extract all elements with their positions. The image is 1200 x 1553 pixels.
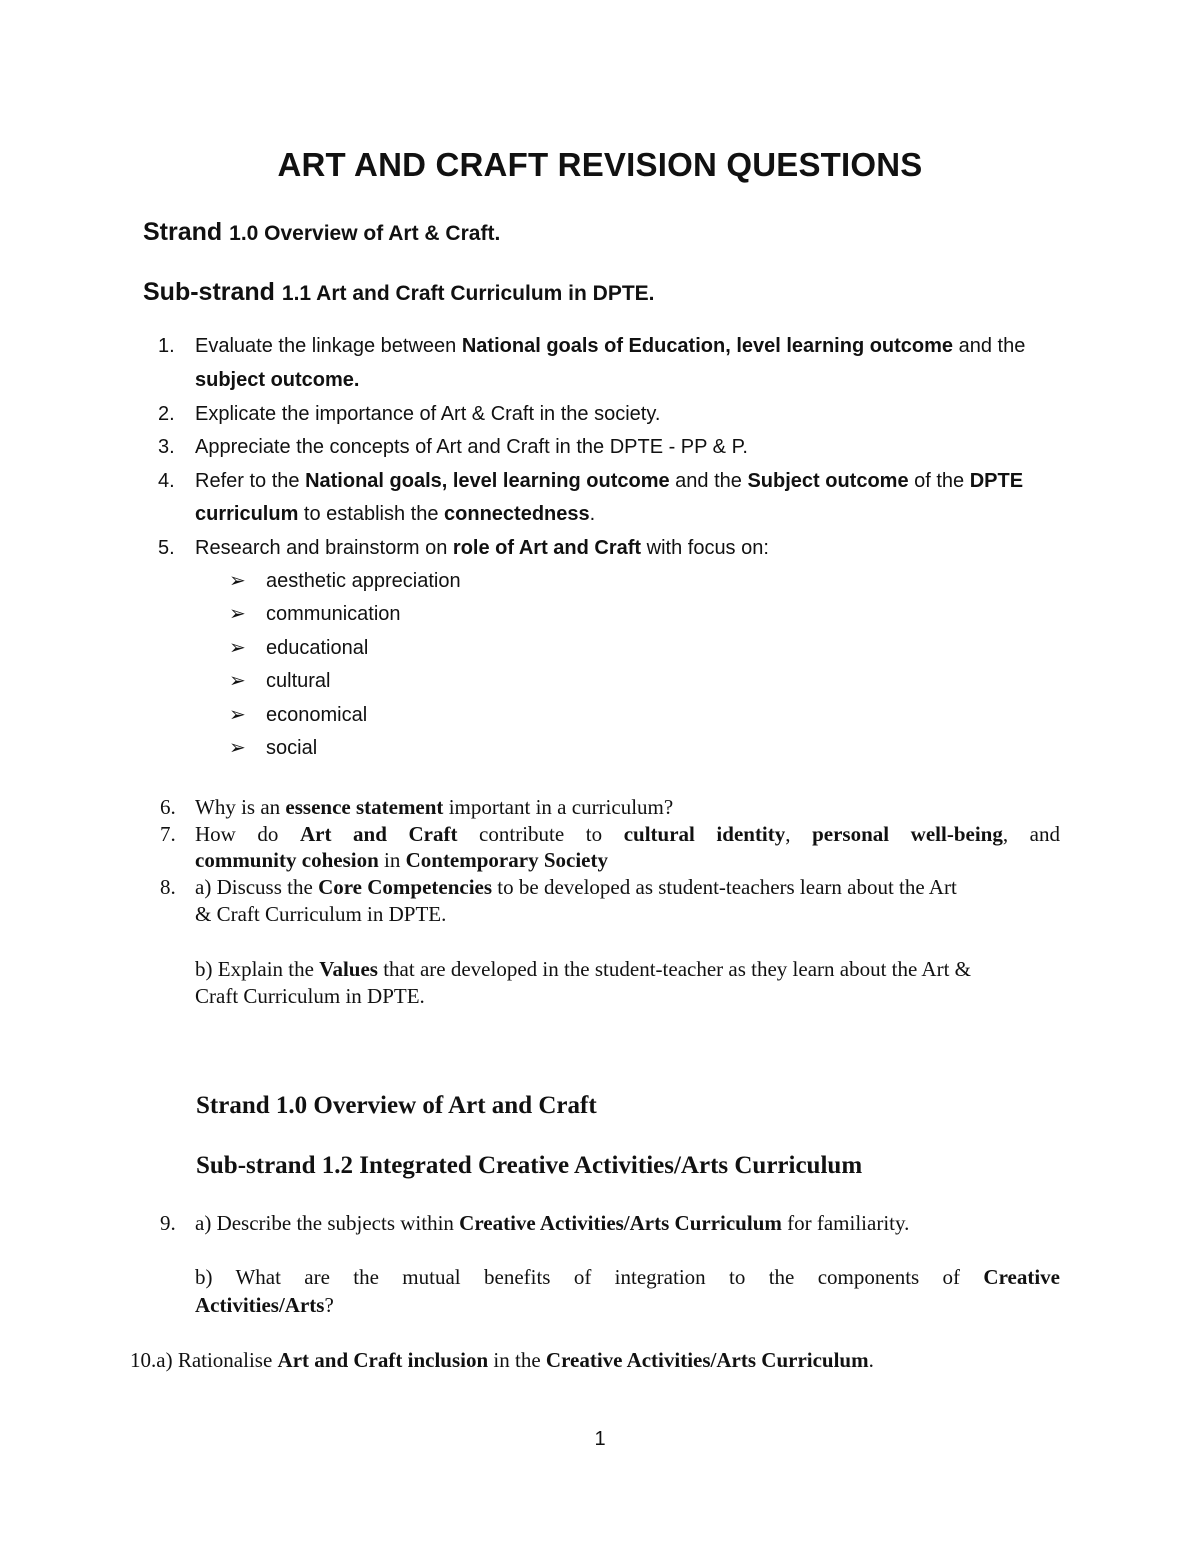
strand-text: 1.0 Overview of Art & Craft.: [229, 222, 501, 245]
question-9b-line-1: b) What are the mutual benefits of integration to the components of Creative: [195, 1265, 1060, 1289]
arrow-bullet-icon: ➢: [229, 570, 246, 592]
substrand-text: 1.1 Art and Craft Curriculum in DPTE.: [281, 282, 655, 305]
arrow-bullet-icon: ➢: [229, 603, 246, 625]
question-8b-line-2: Craft Curriculum in DPTE.: [195, 984, 425, 1008]
question-8b-line-1: b) Explain the Values that are developed in the student-teacher as they learn about the Art &: [195, 957, 971, 981]
question-2-text: Explicate the importance of Art & Craft in the society.: [195, 403, 661, 425]
question-number: 2.: [158, 403, 175, 425]
question-4-line-1: Refer to the National goals, level learning outcome and the Subject outcome of the DPTE: [195, 470, 1024, 492]
question-number: 9.: [160, 1211, 176, 1235]
strand-heading-1: [143, 218, 500, 247]
list-item: social: [266, 737, 318, 759]
question-8a-line-1: a) Discuss the Core Competencies to be developed as student-teachers learn about the Art: [195, 875, 957, 899]
question-4-line-2: curriculum to establish the connectedness.: [195, 503, 596, 525]
question-7-line-1: How do Art and Craft contribute to cultural identity, personal well-being, and: [195, 822, 1060, 846]
question-number: 8.: [160, 875, 176, 899]
list-item: educational: [266, 637, 369, 659]
strand-heading-2: Strand 1.0 Overview of Art and Craft: [196, 1092, 597, 1119]
question-1-line-2: subject outcome.: [195, 369, 360, 391]
arrow-bullet-icon: ➢: [229, 704, 246, 726]
question-6-text: Why is an essence statement important in a curriculum?: [195, 795, 674, 819]
question-5-text: Research and brainstorm on role of Art and Craft with focus on:: [195, 537, 769, 559]
list-item: cultural: [266, 670, 331, 692]
question-8a-line-2: & Craft Curriculum in DPTE.: [195, 902, 447, 926]
list-item: aesthetic appreciation: [266, 570, 461, 592]
question-1-line-1: Evaluate the linkage between National goals of Education, level learning outcome and the: [195, 335, 1026, 357]
question-number: 7.: [160, 822, 176, 846]
question-7-line-2: community cohesion in Contemporary Society: [195, 848, 608, 872]
question-number: 1.: [158, 335, 175, 357]
substrand-label: Sub-strand: [143, 278, 275, 306]
substrand-heading-2: Sub-strand 1.2 Integrated Creative Activities/Arts Curriculum: [196, 1152, 863, 1179]
question-9b-line-2: Activities/Arts?: [195, 1293, 334, 1317]
question-number: 4.: [158, 470, 175, 492]
question-3-text: Appreciate the concepts of Art and Craft in the DPTE - PP & P.: [195, 436, 748, 458]
question-number: 3.: [158, 436, 175, 458]
arrow-bullet-icon: ➢: [229, 737, 246, 759]
list-item: communication: [266, 603, 401, 625]
arrow-bullet-icon: ➢: [229, 637, 246, 659]
question-9a-text: a) Describe the subjects within Creative Activities/Arts Curriculum for familiarity.: [195, 1211, 910, 1235]
strand-label: Strand: [143, 218, 223, 246]
question-10a-text: 10.a) Rationalise Art and Craft inclusion in the Creative Activities/Arts Curriculum.: [130, 1348, 874, 1372]
question-number: 5.: [158, 537, 175, 559]
question-number: 6.: [160, 795, 176, 819]
substrand-heading-1: [143, 278, 655, 307]
arrow-bullet-icon: ➢: [229, 670, 246, 692]
page-number: 1: [594, 1428, 606, 1450]
page-title: ART AND CRAFT REVISION QUESTIONS: [277, 146, 923, 183]
list-item: economical: [266, 704, 368, 726]
